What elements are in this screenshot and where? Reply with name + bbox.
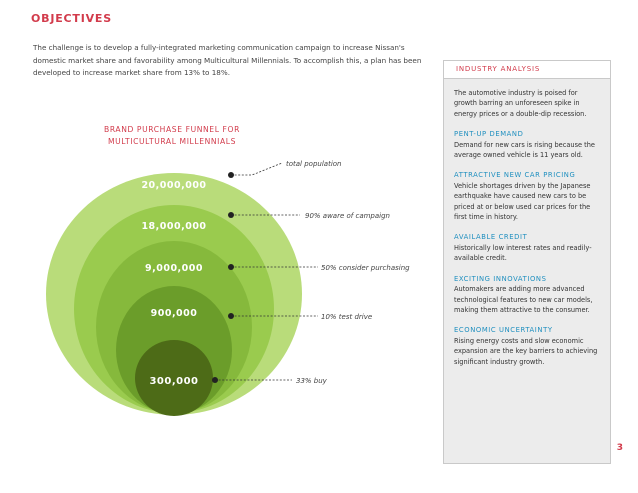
section-text-innovations: Automakers are adding more advanced technological features to new car models, making them attractive to the consumer. [454, 285, 593, 314]
section-heading-pent-up-demand: PENT-UP DEMAND [454, 130, 524, 139]
section-heading-available-credit: AVAILABLE CREDIT [454, 233, 528, 242]
section-heading-economic-uncertainty: ECONOMIC UNCERTAINTY [454, 326, 553, 335]
funnel-value-consider: 9,000,000 [145, 263, 203, 274]
section-text-economic-uncertainty: Rising energy costs and slow economic expansion are the key barriers to achieving significant industry growth. [454, 336, 598, 366]
callout-dot-buy [212, 377, 218, 383]
industry-analysis-panel [443, 60, 611, 464]
section-text-available-credit: Historically low interest rates and readily-available credit. [454, 243, 592, 263]
page-title: OBJECTIVES [31, 12, 112, 25]
section-text-car-pricing: Vehicle shortages driven by the Japanese earthquake have caused new cars to be priced at or below used car prices for the first time in history. [454, 181, 591, 222]
callout-line-total [231, 163, 282, 175]
callout-dot-consider [228, 264, 234, 270]
callout-total: total population [286, 160, 342, 168]
funnel-title-line2: MULTICULTURAL MILLENNIALS [107, 137, 237, 146]
funnel-value-total: 20,000,000 [141, 180, 207, 191]
callout-dot-aware [228, 212, 234, 218]
callout-consider: 50% consider purchasing [321, 264, 410, 272]
section-heading-innovations: EXCITING INNOVATIONS [454, 274, 547, 283]
funnel-value-testdrive: 900,000 [150, 308, 198, 319]
callout-dot-total [228, 172, 234, 178]
section-text-pent-up-demand: Demand for new cars is rising because the average owned vehicle is 11 years old. [454, 140, 595, 160]
panel-header: INDUSTRY ANALYSIS [444, 61, 610, 79]
page-number: 3 [616, 443, 623, 453]
funnel-value-buy: 300,000 [149, 376, 199, 387]
callout-aware: 90% aware of campaign [305, 212, 390, 220]
intro-paragraph: The challenge is to develop a fully-integrated marketing communication campaign to increase Nissan's domestic market share and favorability among Multicultural Millennials. To accomplish this, a plan has been developed to increase market share from 13% to 18%. [33, 43, 422, 77]
funnel-value-aware: 18,000,000 [141, 221, 207, 232]
funnel-title-line1: BRAND PURCHASE FUNNEL FOR [104, 125, 240, 134]
callout-testdrive: 10% test drive [321, 313, 373, 321]
panel-body [444, 79, 610, 367]
callout-dot-testdrive [228, 313, 234, 319]
section-heading-car-pricing: ATTRACTIVE NEW CAR PRICING [454, 171, 576, 180]
callout-buy: 33% buy [296, 377, 327, 385]
industry-intro: The automotive industry is poised for growth barring an unforeseen spike in energy prices or a double-dip recession. [454, 89, 587, 118]
